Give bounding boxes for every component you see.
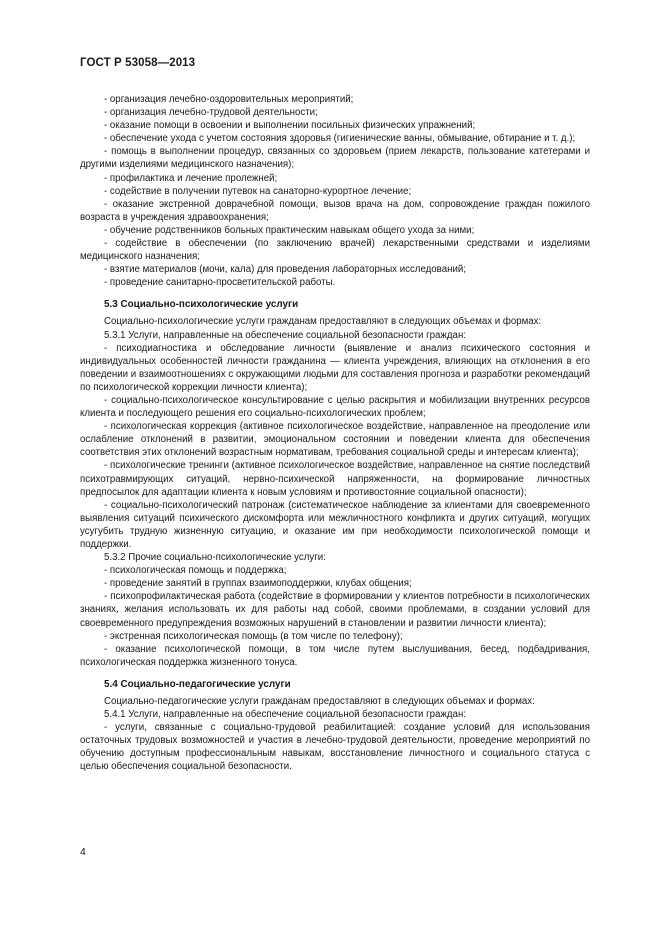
section-heading-5-3: 5.3 Социально-психологические услуги (104, 299, 299, 311)
page-number: 4 (80, 846, 86, 858)
list-item: - услуги, связанные с социально-трудовой реабилитацией: создание условий для использования остаточных трудовых возможностей и участия в лечебно-трудовой деятельности, проведение мероприятий по обучению доступным профессиональным навыкам, восстановление личностного и социального статуса с целью обеспечения социальной безопасности. (80, 722, 590, 773)
list-item: - оказание экстренной доврачебной помощи, вызов врача на дом, сопровождение граждан пожилого возраста в учреждения здравоохранения; (80, 198, 590, 223)
list-item: - экстренная психологическая помощь (в том числе по телефону); (104, 630, 403, 642)
section-5-4-body (80, 695, 590, 774)
list-item: - организация лечебно-трудовой деятельности; (104, 107, 318, 119)
list-item: - профилактика и лечение пролежней; (104, 172, 278, 184)
list-item: - обучение родственников больных практическим навыкам общего ухода за ними; (104, 224, 475, 236)
document-code-header: ГОСТ Р 53058—2013 (80, 57, 196, 69)
list-item: - оказание психологической помощи, в том числе путем выслушивания, бесед, подбадривания, психологическая поддержка жизненного тонуса. (80, 643, 590, 668)
document-body (80, 93, 590, 774)
list-item: - социально-психологическое консультирование с целью раскрытия и мобилизации внутренних ресурсов клиента и последующего решения его социально-психологических проблем; (80, 394, 590, 420)
list-item: - содействие в обеспечении (по заключению врачей) лекарственными средствами и изделиями медицинского назначения; (80, 238, 590, 263)
list-item: - оказание помощи в освоении и выполнении посильных физических упражнений; (104, 120, 476, 132)
list-item: - помощь в выполнении процедур, связанных со здоровьем (прием лекарств, пользование катетерами и другими изделиями медицинского назначения); (80, 146, 590, 171)
list-item: - проведение занятий в группах взаимоподдержки, клубах общения; (104, 578, 412, 590)
list-item: - психопрофилактическая работа (содействие в формировании у клиентов потребности в психологических знаниях, желания использовать их для работы над собой, своими проблемами, в создании условий для своевременного предупреждения возможных нарушений в становлении и развитии личности клиента); (80, 591, 590, 629)
medical-services-list (80, 93, 590, 289)
list-item: - содействие в получении путевок на санаторно-курортное лечение; (104, 185, 412, 197)
list-item: - обеспечение ухода с учетом состояния здоровья (гигиенические ванны, обмывание, обтирание и т. д.); (104, 133, 576, 145)
list-item: - взятие материалов (мочи, кала) для проведения лабораторных исследований; (104, 264, 466, 276)
list-item: - организация лечебно-оздоровительных мероприятий; (104, 94, 354, 105)
paragraph: 5.3.2 Прочие социально-психологические услуги: (104, 552, 326, 564)
list-item: - психодиагностика и обследование личности (выявление и анализ психического состояния и индивидуальных особенностей личности гражданина — клиента учреждения, влияющих на отклонения в его поведении и взаимоотношениях с окружающими людьми для составления прогноза и разработки рекомендаций по психологической коррекции личности клиента); (80, 342, 590, 393)
paragraph: 5.4.1 Услуги, направленные на обеспечение социальной безопасности граждан: (104, 709, 466, 721)
list-item: - социально-психологический патронаж (систематическое наблюдение за клиентами для своевременного выявления ситуаций психического дискомфорта или межличностного конфликта и других ситуаций, могущих усугубить трудную жизненную ситуацию, и оказание им при необходимости психологической помощи и поддержки. (80, 499, 590, 550)
list-item: - психологические тренинги (активное психологическое воздействие, направленное на снятие последствий психотравмирующих ситуаций, нервно-психической напряженности, на формирование личностных предпосылок для адаптации клиента к новым условиям и противостояние социальной опасности); (80, 460, 590, 498)
paragraph: 5.3.1 Услуги, направленные на обеспечение социальной безопасности граждан: (104, 329, 466, 341)
list-item: - проведение санитарно-просветительской работы. (104, 277, 336, 289)
section-5-3-body (80, 315, 590, 669)
paragraph: Социально-психологические услуги гражданам предоставляют в следующих объемах и формах: (104, 316, 542, 328)
list-item: - психологическая коррекция (активное психологическое воздействие, направленное на преодоление или ослабление отклонений в развитии, эмоциональном состоянии и поведении клиента для обеспечения соответствия этих отклонений возрастным нормативам, требования социальной среды и интересам клиента); (80, 421, 590, 459)
section-heading-5-4: 5.4 Социально-педагогические услуги (104, 678, 291, 690)
paragraph: Социально-педагогические услуги гражданам предоставляют в следующих объемах и формах: (104, 695, 535, 707)
list-item: - психологическая помощь и поддержка; (104, 565, 287, 577)
